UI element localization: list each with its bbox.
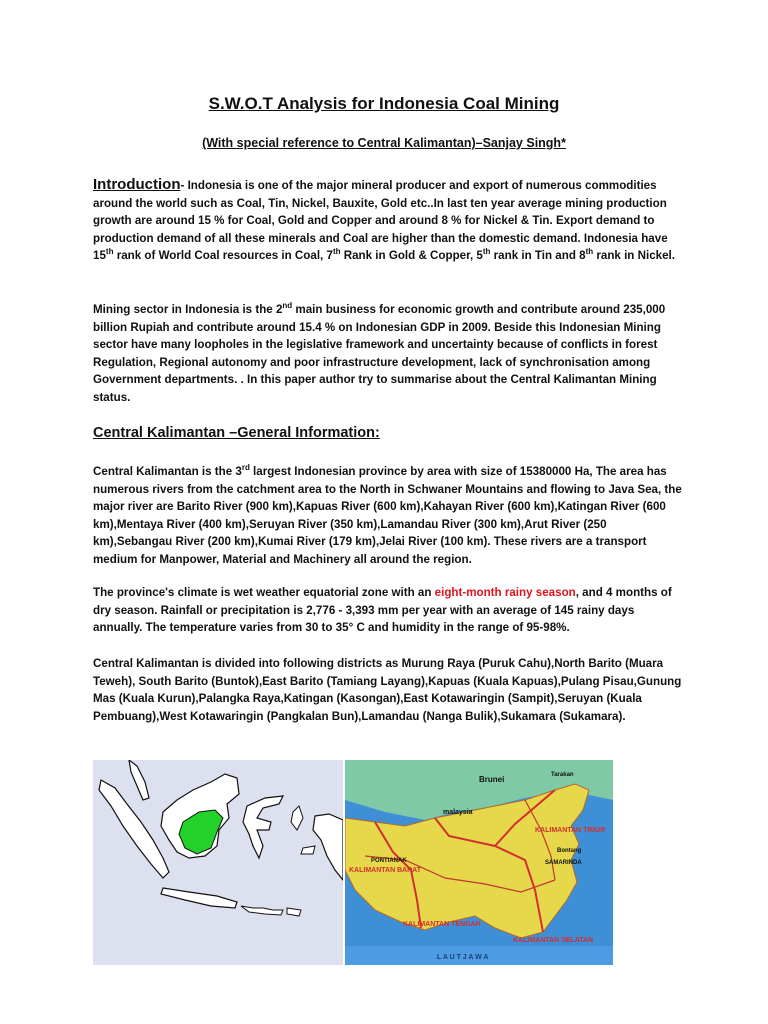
map-label-kal-selatan: KALIMANTAN SELATAN [513,937,594,944]
indonesia-map [93,760,343,965]
intro-text-1: Indonesia is one of the major mineral producer and export of numerous commodities around the world such as Coal, Tin, Nickel, Bauxite, Gold etc..In last ten year average mining production growth are around 15 % for Coal, Gold and Copper and around 8 % for Nickel & Tin. Export demand to production demand of all these minerals and Coal are higher than the domestic demand. Indonesia have 15 [93,179,668,263]
map-label-malaysia: malaysia [443,809,473,816]
climate-text-2: , and 4 months of dry season. Rainfall or precipitation is 2,776 - 3,393 mm per year with an average of 145 rainy days annually. The temperature varies from 30 to 35° C and humidity in the range of 95-98%. [93,586,672,635]
intro-heading: Introduction [93,176,181,193]
mining-paragraph [93,301,683,407]
map-label-pontianak: PONTIANAK [371,858,407,864]
intro-text-2: rank of World Coal resources in Coal, 7 [113,249,333,263]
intro-paragraph [93,176,683,265]
map-label-bontang: Bontang [557,848,582,854]
map-label-tarakan: Tarakan [551,772,574,778]
mining-text-1: Mining sector in Indonesia is the 2 [93,303,283,316]
document-subtitle: (With special reference to Central Kalimantan)–Sanjay Singh* [202,136,566,150]
map-label-kal-barat-2: BARAT [397,867,421,874]
general-sup-1: rd [241,463,250,473]
map-label-kal-timur: KALIMANTAN TIMUR [535,827,606,834]
mining-sup-1: nd [282,301,293,311]
map-label-brunei: Brunei [479,775,505,784]
map-label-samarinda: SAMARINDA [545,860,582,866]
climate-paragraph [93,584,683,637]
intro-sup-3: th [482,247,491,257]
climate-highlight: eight-month rainy season [434,586,576,599]
kalimantan-map [345,760,613,965]
map-label-laut-jawa: L A U T J A W A [437,954,489,961]
intro-dash: - [180,179,188,192]
intro-text-4: rank in Tin and 8 [490,249,586,263]
districts-paragraph: Central Kalimantan is divided into following districts as Murung Raya (Puruk Cahu),North Barito (Muara Teweh), South Barito (Buntok),East Barito (Tamiang Layang),Kapuas (Kuala Kapuas),Pulang Pisau,Gunung Mas (Kuala Kurun),Palangka Raya,Katingan (Kasongan),East Kotawaringin (Sampit),Seruyan (Kuala Pembuang),West Kotawaringin (Pangkalan Bun),Lamandau (Nanga Bulik),Sukamara (Sukamara). [93,657,682,723]
general-paragraph [93,463,683,569]
document-title: S.W.O.T Analysis for Indonesia Coal Mining [208,94,560,113]
map-label-kal-tengah: KALIMANTAN TENGAH [403,921,481,928]
general-text-1: Central Kalimantan is the 3 [93,465,242,478]
intro-sup-2: th [332,247,341,257]
intro-sup-4: th [585,247,594,257]
intro-text-3: Rank in Gold & Copper, 5 [340,249,483,263]
mining-text-2: main business for economic growth and contribute around 235,000 billion Rupiah and contribute around 15.4 % on Indonesian GDP in 2009. Beside this Indonesian Mining sector have many loopholes in the legislative framework and uncertainty because of conflicts in forest Regulation, Regional autonomy and poor infrastructure development, lack of synchronisation among Government departments. . In this paper author try to summarise about the Central Kalimantan Mining status. [93,303,666,404]
intro-text-5: rank in Nickel. [593,249,675,263]
map-label-kal-barat-1: KALIMANTAN [349,867,396,874]
general-text-2: largest Indonesian province by area with size of 15380000 Ha, The area has numerous rivers from the catchment area to the North in Schwaner Mountains and flowing to Java Sea, the major river are Barito River (900 km),Kapuas River (600 km),Kahayan River (600 km),Katingan River (600 km),Mentaya River (400 km),Seruyan River (350 km),Lamandau River (300 km),Arut River (250 km),Sebangau River (200 km),Kumai River (179 km),Jelai River (100 km). These rivers are a transport medium for Manpower, Material and Machinery all around the region. [93,465,682,566]
intro-sup-1: th [105,247,114,257]
climate-text-1: The province's climate is wet weather equatorial zone with an [93,586,435,599]
section-heading: Central Kalimantan –General Information: [93,425,380,441]
